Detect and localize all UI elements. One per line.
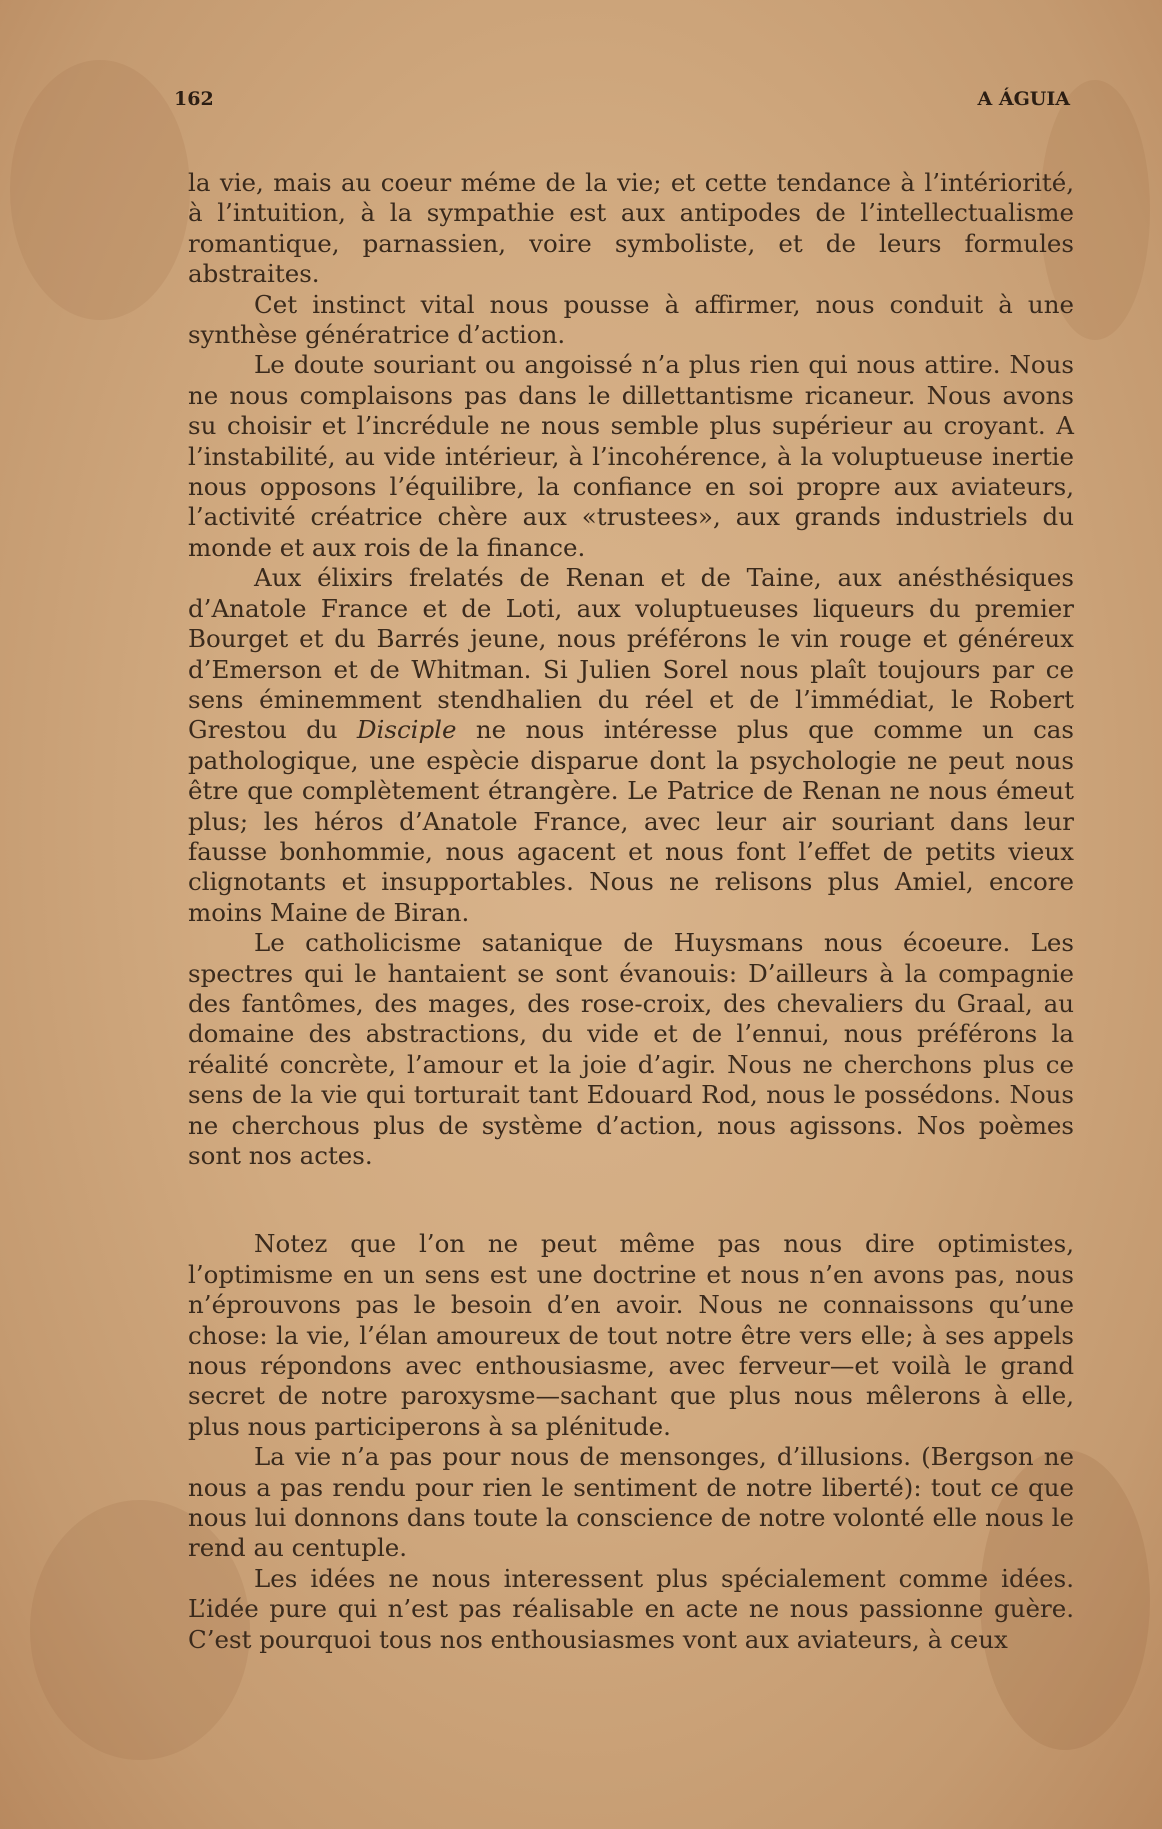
paragraph: Les idées ne nous interessent plus spécialement comme idées. L’idée pure qui n’est pas réalisable en acte ne nous passionne guère. C’est pourquoi tous nos enthousiasmes vont aux aviateurs, à ceux	[188, 1563, 1074, 1654]
journal-title: A ÁGUIA	[977, 88, 1070, 110]
page-number: 162	[174, 88, 214, 110]
paragraph-text: Aux élixirs frelatés de Renan et de Taine, aux anésthésiques d’Anatole France et de Loti, aux voluptueuses liqueurs du premier Bourget et du Barrés jeune, nous préférons le vin rouge et généreux d’Emerson et de Whitman. Si Julien Sorel nous plaît toujours par ce sens éminemment stendhalien du réel et de l’immédiat, le Robert Grestou du	[188, 563, 1074, 745]
paragraph-continuation: la vie, mais au coeur méme de la vie; et cette tendance à l’intériorité, à l’intuition, à la sympathie est aux antipodes de l’intellectualisme romantique, parnassien, voire symboliste, et de leurs formules abstraites.	[188, 168, 1074, 289]
paragraph: La vie n’a pas pour nous de mensonges, d’illusions. (Bergson ne nous a pas rendu pour rien le sentiment de notre liberté): tout ce que nous lui donnons dans toute la conscience de notre volonté elle nous le rend au centuple.	[188, 1442, 1074, 1563]
paragraph: Le catholicisme satanique de Huysmans nous écoeure. Les spectres qui le hantaient se sont évanouis: D’ailleurs à la compagnie des fantômes, des mages, des rose-croix, des chevaliers du Graal, au domaine des abstractions, du vide et de l’ennui, nous préférons la réalité concrète, l’amour et la joie d’agir. Nous ne cherchons plus ce sens de la vie qui torturait tant Edouard Rod, nous le possédons. Nous ne cherchous plus de système d’action, nous agissons. Nos poèmes sont nos actes.	[188, 928, 1074, 1170]
paragraph	[188, 563, 1074, 928]
running-head	[174, 88, 1070, 118]
paragraph-text: ne nous intéresse plus que comme un cas pathologique, une espècie disparue dont la psychologie ne peut nous être que complètement étrangère. Le Patrice de Renan ne nous émeut plus; les héros d’Anatole France, avec leur air souriant dans leur fausse bonhommie, nous agacent et nous font l’effet de petits vieux clignotants et insupportables. Nous ne relisons plus Amiel, encore moins Maine de Biran.	[188, 715, 1074, 927]
paper-stain	[10, 60, 190, 320]
paragraph: Cet instinct vital nous pousse à affirmer, nous conduit à une synthèse génératrice d’action.	[188, 289, 1074, 350]
book-title-italic: Disciple	[356, 715, 457, 745]
paragraph: Notez que l’on ne peut même pas nous dire optimistes, l’optimisme en un sens est une doctrine et nous n’en avons pas, nous n’éprouvons pas le besoin d’en avoir. Nous ne connaissons qu’une chose: la vie, l’élan amoureux de tout notre être vers elle; à ses appels nous répondons avec enthousiasme, avec ferveur—et voilà le grand secret de notre paroxysme—sachant que plus nous mêlerons à elle, plus nous participerons à sa plénitude.	[188, 1229, 1074, 1441]
article-body	[188, 168, 1074, 1655]
paragraph: Le doute souriant ou angoissé n’a plus rien qui nous attire. Nous ne nous complaisons pas dans le dillettantisme ricaneur. Nous avons su choisir et l’incrédule ne nous semble plus supérieur au croyant. A l’instabilité, au vide intérieur, à l’incohérence, à la voluptueuse inertie nous opposons l’équilibre, la confiance en soi propre aux aviateurs, l’activité créatrice chère aux «trustees», aux grands industriels du monde et aux rois de la finance.	[188, 350, 1074, 562]
